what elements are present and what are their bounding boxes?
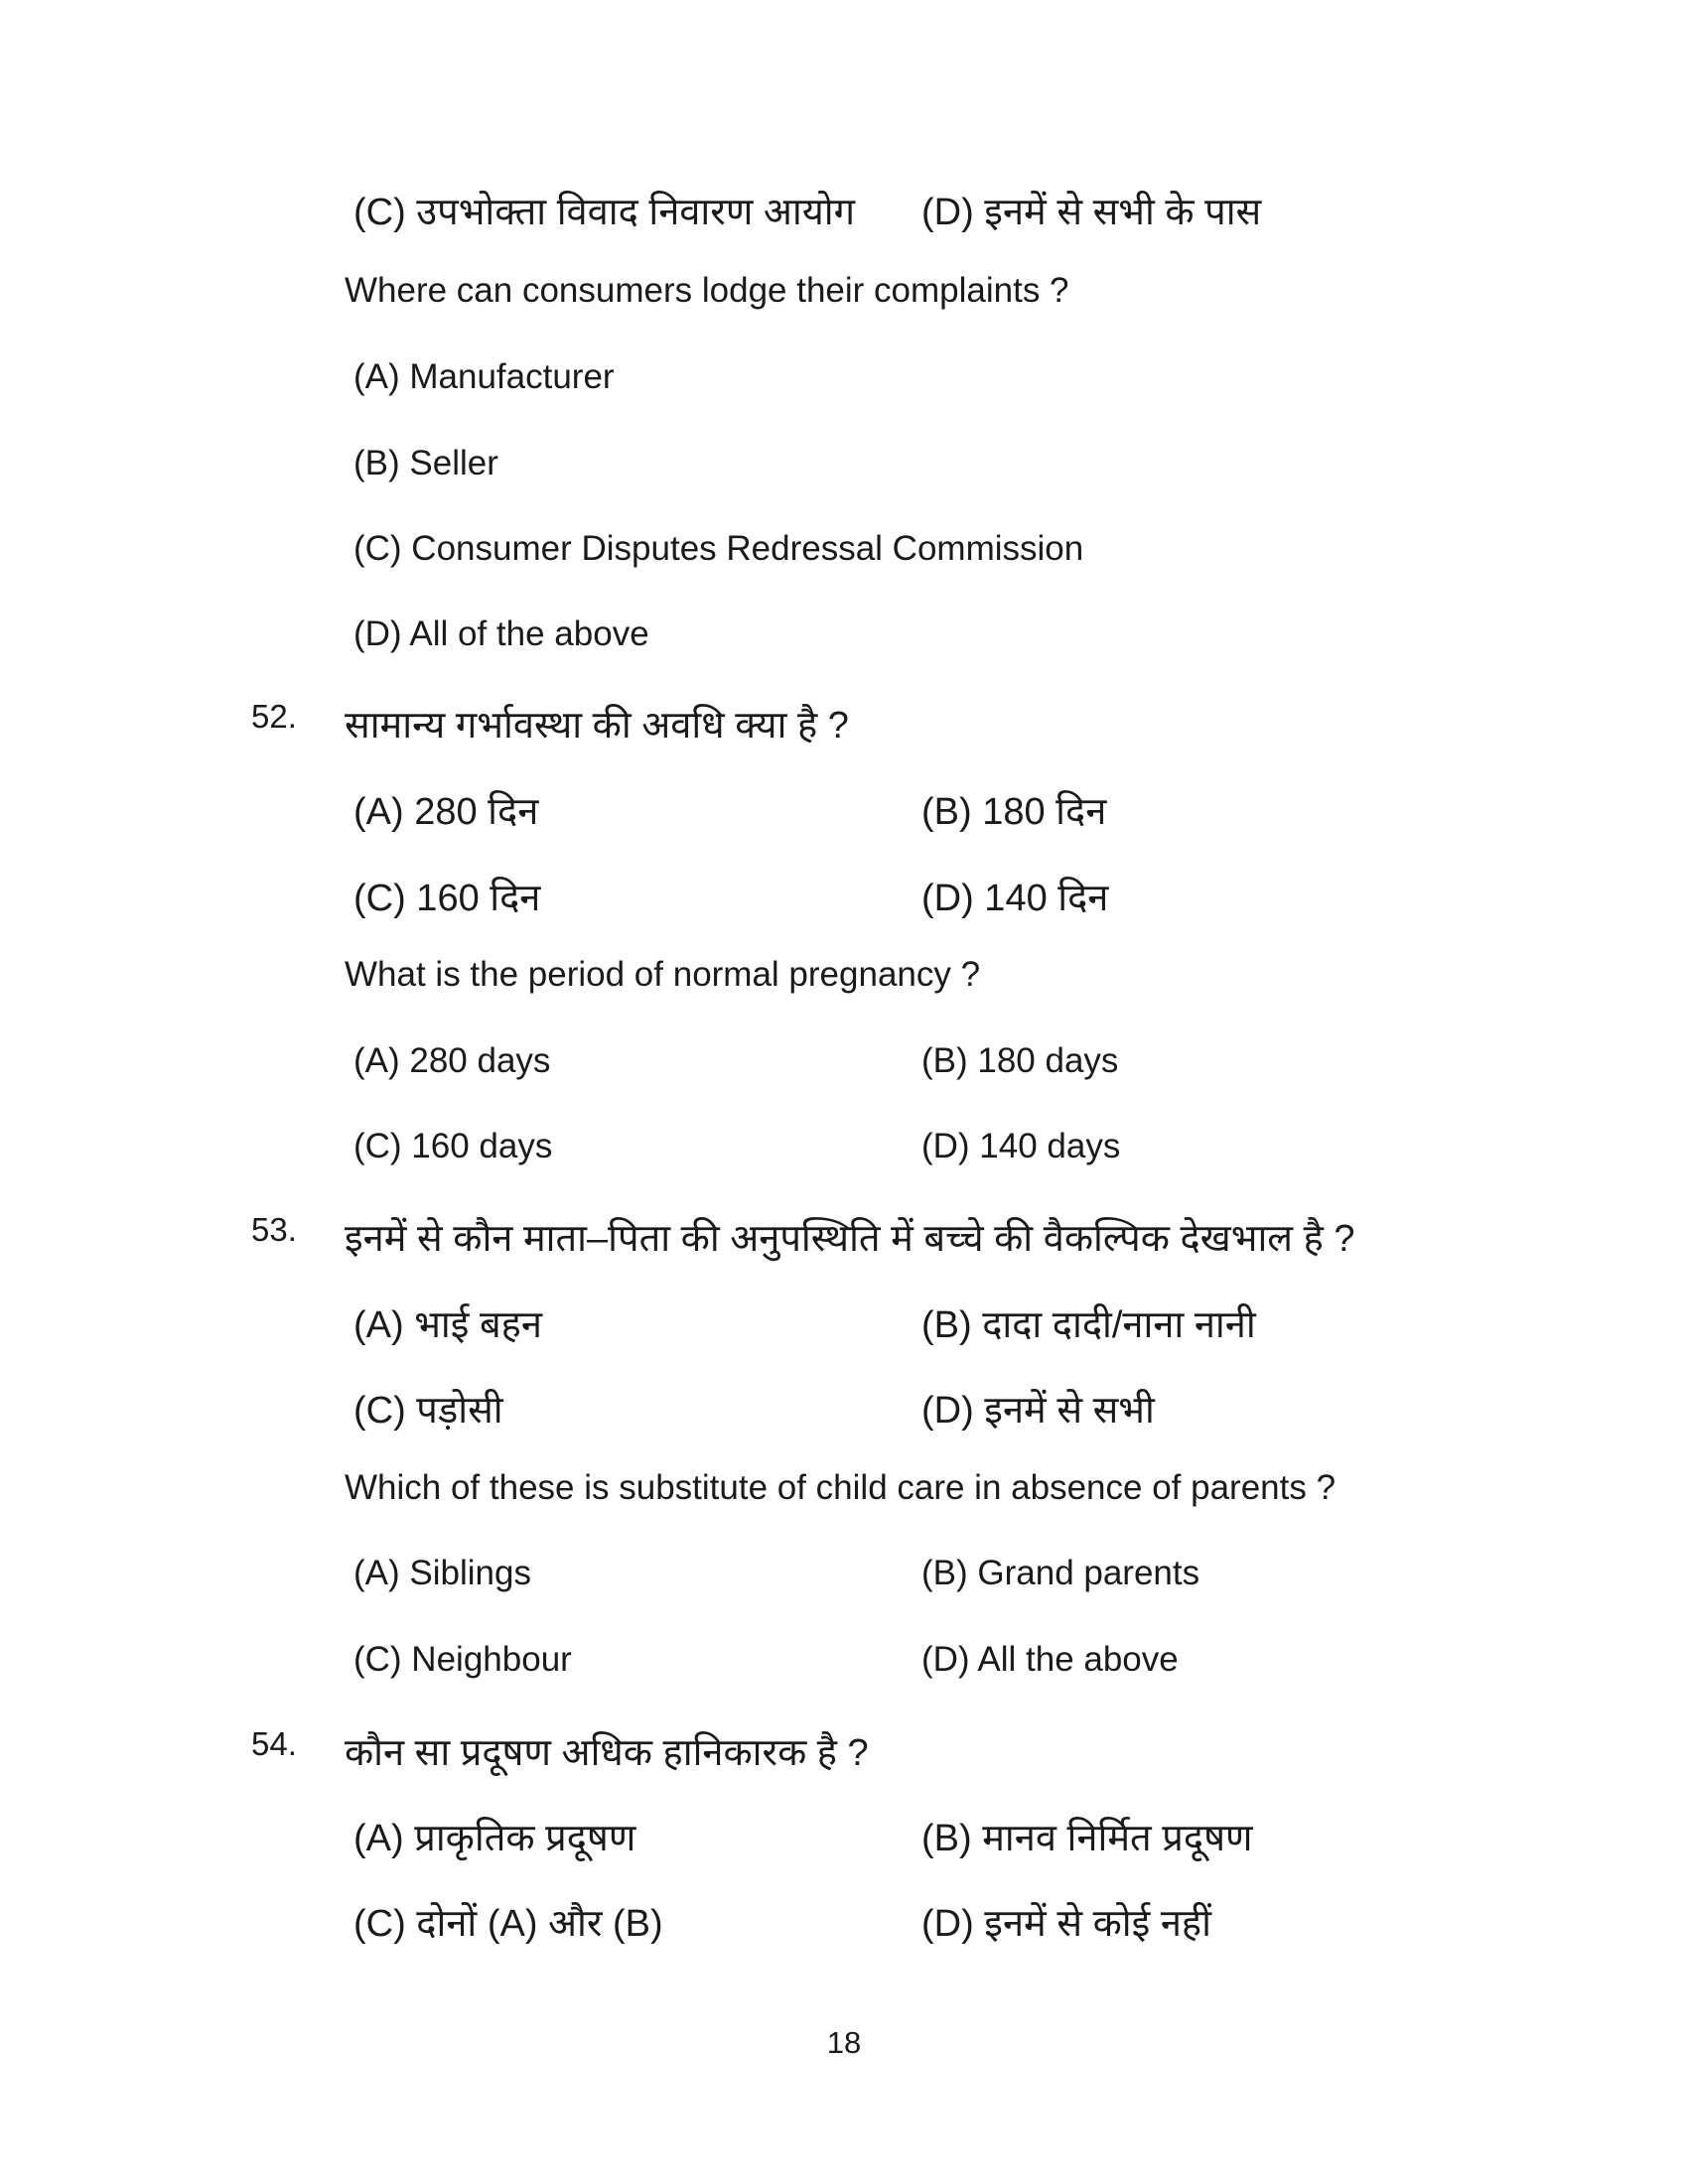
q53-question-hindi: इनमें से कौन माता–पिता की अनुपस्थिति में बच्चे की वैकल्पिक देखभाल है ? xyxy=(345,1218,1355,1260)
q52-english-options-cd-row xyxy=(0,1127,1688,1186)
q53-english-question-row xyxy=(0,1468,1688,1528)
q53-option-b-english: (B) Grand parents xyxy=(921,1554,1200,1592)
q53-hindi-question-row xyxy=(0,1211,1688,1271)
q52-hindi-options-ab-row xyxy=(0,784,1688,844)
q53-option-a-hindi: (A) भाई बहन xyxy=(353,1304,542,1346)
page-footer xyxy=(0,2025,1688,2061)
q51-question-english: Where can consumers lodge their complaints ? xyxy=(345,271,1069,310)
q52-english-question-row xyxy=(0,955,1688,1015)
q53-option-d-hindi: (D) इनमें से सभी xyxy=(921,1390,1155,1432)
q53-option-b-hindi: (B) दादा दादी/नाना नानी xyxy=(921,1304,1256,1346)
q52-option-b-hindi: (B) 180 दिन xyxy=(921,791,1107,833)
q53-number: 53. xyxy=(251,1211,297,1248)
q52-option-c-hindi: (C) 160 दिन xyxy=(353,878,541,919)
q52-option-c-english: (C) 160 days xyxy=(353,1127,553,1165)
q51-option-b-english: (B) Seller xyxy=(353,444,498,482)
q54-option-c-hindi: (C) दोनों (A) और (B) xyxy=(353,1903,663,1945)
q54-hindi-options-cd-row xyxy=(0,1896,1688,1956)
q52-number: 52. xyxy=(251,698,297,735)
q53-hindi-options-cd-row xyxy=(0,1383,1688,1442)
q52-hindi-options-cd-row xyxy=(0,871,1688,930)
q54-option-d-hindi: (D) इनमें से कोई नहीं xyxy=(921,1903,1211,1945)
q52-option-a-hindi: (A) 280 दिन xyxy=(353,791,539,833)
q53-english-options-ab-row xyxy=(0,1554,1688,1613)
q53-option-c-hindi: (C) पड़ोसी xyxy=(353,1390,503,1432)
q53-option-c-english: (C) Neighbour xyxy=(353,1640,572,1679)
q52-hindi-question-row xyxy=(0,698,1688,757)
q51-hindi-options-row xyxy=(0,185,1688,244)
q52-question-hindi: सामान्य गर्भावस्था की अवधि क्या है ? xyxy=(345,705,849,747)
q52-question-english: What is the period of normal pregnancy ? xyxy=(345,955,981,994)
q53-question-english: Which of these is substitute of child care in absence of parents ? xyxy=(345,1468,1336,1507)
q51-english-option-c-row xyxy=(0,529,1688,589)
q51-english-option-b-row xyxy=(0,444,1688,503)
q51-option-c-hindi: (C) उपभोक्ता विवाद निवारण आयोग xyxy=(353,192,855,233)
q54-number: 54. xyxy=(251,1725,297,1762)
q54-hindi-question-row xyxy=(0,1725,1688,1785)
q54-question-hindi: कौन सा प्रदूषण अधिक हानिकारक है ? xyxy=(345,1732,869,1774)
q51-english-option-d-row xyxy=(0,614,1688,674)
q54-option-b-hindi: (B) मानव निर्मित प्रदूषण xyxy=(921,1818,1253,1859)
q52-english-options-ab-row xyxy=(0,1041,1688,1101)
q52-option-b-english: (B) 180 days xyxy=(921,1041,1119,1080)
q53-option-d-english: (D) All the above xyxy=(921,1640,1179,1679)
q52-option-d-hindi: (D) 140 दिन xyxy=(921,878,1109,919)
q53-hindi-options-ab-row xyxy=(0,1297,1688,1357)
q54-hindi-options-ab-row xyxy=(0,1811,1688,1870)
q53-english-options-cd-row xyxy=(0,1640,1688,1700)
q51-option-d-hindi: (D) इनमें से सभी के पास xyxy=(921,192,1262,233)
page-number: 18 xyxy=(826,2025,862,2060)
q52-option-a-english: (A) 280 days xyxy=(353,1041,551,1080)
q51-english-option-a-row xyxy=(0,357,1688,417)
q54-option-a-hindi: (A) प्राकृतिक प्रदूषण xyxy=(353,1818,636,1859)
q52-option-d-english: (D) 140 days xyxy=(921,1127,1121,1165)
q53-option-a-english: (A) Siblings xyxy=(353,1554,531,1592)
q51-option-d-english: (D) All of the above xyxy=(353,614,649,653)
q51-english-question-row xyxy=(0,271,1688,331)
q51-option-c-english: (C) Consumer Disputes Redressal Commission xyxy=(353,529,1084,568)
q51-option-a-english: (A) Manufacturer xyxy=(353,357,615,396)
